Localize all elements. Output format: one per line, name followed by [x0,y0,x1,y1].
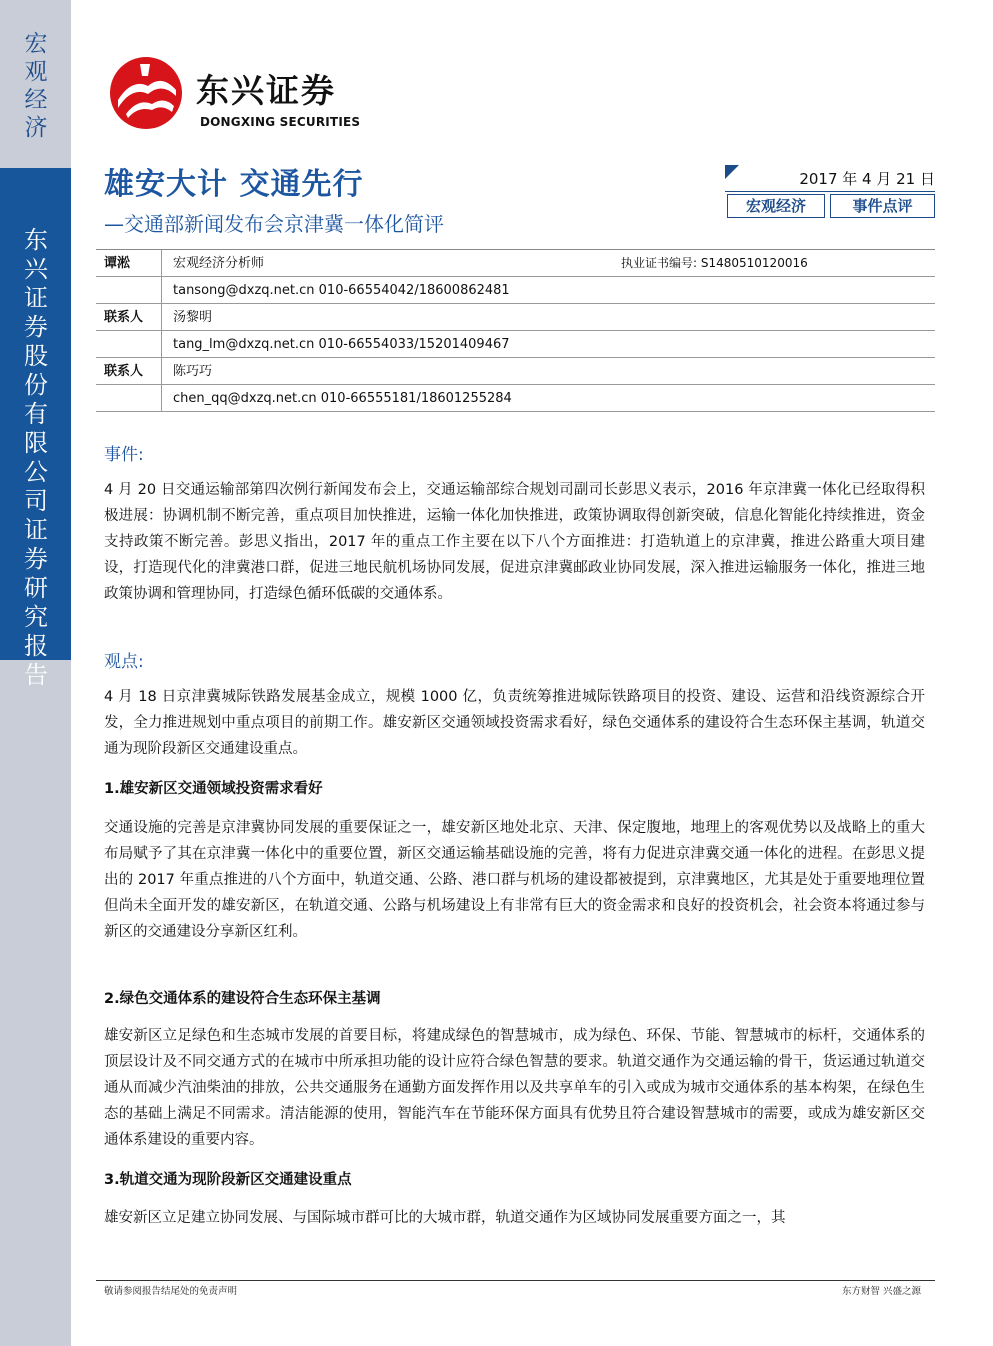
contact-name: 陈巧巧 [173,364,213,379]
sidebar-char: 公 [24,458,48,486]
report-title: 雄安大计 交通先行 [104,167,364,202]
sidebar-char: 报 [24,632,48,660]
column-divider [161,385,162,412]
sidebar-char: 济 [24,115,48,141]
table-row [96,304,935,331]
sidebar-char: 券 [24,545,48,573]
sidebar-char: 有 [24,400,48,428]
table-row [96,250,935,277]
view-heading: 观点: [104,652,144,672]
column-divider [161,250,162,277]
analyst-role: 宏观经济分析师 [173,256,265,271]
sidebar-char: 证 [24,284,48,312]
license-number: 执业证书编号: S1480510120016 [621,256,808,270]
report-subtitle: —交通部新闻发布会京津冀一体化简评 [104,212,444,236]
event-heading: 事件: [104,445,144,465]
section-2-heading: 2.绿色交通体系的建设符合生态环保主基调 [104,991,381,1007]
contact-name: 汤黎明 [173,310,213,325]
section-3-paragraph: 雄安新区立足建立协同发展、与国际城市群可比的大城市群，轨道交通作为区域协同发展重要方面之一，其 [104,1210,786,1226]
contact-details: tang_lm@dxzq.net.cn 010-66554033/15201409467 [173,337,510,352]
report-date: 2017 年 4 月 21 日 [799,170,935,188]
sidebar-org-label [18,226,54,690]
view-paragraph: 4 月 18 日京津冀城际铁路发展基金成立，规模 1000 亿，负责统筹推进城际铁路项目的投资、建设、运营和沿线资源综合开发，全力推进规划中重点项目的前期工作。雄安新区交通领域投资需求看好，绿色交通体系的建设符合生态环保主基调，轨道交通为现阶段新区交通建设重点。 [104,689,925,757]
sidebar-char: 股 [24,342,48,370]
footer-disclaimer: 敬请参阅报告结尾处的免责声明 [104,1286,238,1297]
corner-triangle-icon [725,165,739,179]
sidebar-char: 研 [24,574,48,602]
sidebar-char: 宏 [24,31,48,57]
contact-label: 联系人 [104,310,144,325]
column-divider [161,331,162,358]
analyst-name: 谭淞 [104,256,131,271]
table-row [96,277,935,304]
date-box [725,165,935,192]
table-row [96,358,935,385]
section-3-heading: 3.轨道交通为现阶段新区交通建设重点 [104,1172,352,1188]
tag-type: 事件点评 [830,194,935,218]
tag-category: 宏观经济 [727,194,825,218]
section-1-paragraph: 交通设施的完善是京津冀协同发展的重要保证之一，雄安新区地处北京、天津、保定腹地，地理上的客观优势以及战略上的重大布局赋予了其在京津冀一体化中的重要位置，新区交通运输基础设施的完善，将有力促进京津冀交通一体化的进程。在彭思义提出的 2017 年重点推进的八个方面中，轨道交通、公路、港口群与机场的建设都被提到，京津冀地区，尤其是处于重要地理位置但尚未全面开发的雄安新区，在轨道交通、公路与机场建设上有非常有巨大的资金需求和良好的投资机会，社会资本将通过参与新区的交通建设分享新区红利。 [104,820,925,940]
table-row [96,385,935,412]
sidebar-bottom-band [0,660,71,1346]
analyst-contact: tansong@dxzq.net.cn 010-66554042/18600862481 [173,283,510,298]
column-divider [161,277,162,304]
sidebar-char: 告 [24,661,48,689]
section-2-paragraph: 雄安新区立足绿色和生态城市发展的首要目标，将建成绿色的智慧城市，成为绿色、环保、节能、智慧城市的标杆，交通体系的顶层设计及不同交通方式的在城市中所承担功能的设计应符合绿色智慧的要求。轨道交通作为交通运输的骨干，货运通过轨道交通从而减少汽油柴油的排放，公共交通服务在通勤方面发挥作用以及共享单车的引入或成为城市交通体系的基本构架，在绿色生态的基础上满足不同需求。清洁能源的使用，智能汽车在节能环保方面具有优势且符合建设智慧城市的需要，或成为雄安新区交通体系建设的重要内容。 [104,1028,925,1148]
sidebar-char: 究 [24,603,48,631]
sidebar-char: 份 [24,371,48,399]
logo-english-name: DONGXING SECURITIES [200,115,361,129]
event-paragraph: 4 月 20 日交通运输部第四次例行新闻发布会上，交通运输部综合规划司副司长彭思义表示，2016 年京津冀一体化已经取得积极进展：协调机制不断完善，重点项目加快推进，运输一体化加快推进，政策协调取得创新突破，信息化智能化持续推进，资金支持政策不断完善。彭思义指出，2017 年的重点工作主要在以下八个方面推进：打造轨道上的京津冀，推进公路重大项目建设，打造现代化的津冀港口群，促进三地民航机场协同发展，促进京津冀邮政业协同发展，深入推进运输服务一体化，推进三地政策协调和管理协同，打造绿色循环低碳的交通体系。 [104,482,925,602]
logo-chinese-name: 东兴证券 [196,71,336,110]
analyst-table [96,249,935,412]
sidebar-char: 东 [24,226,48,254]
sidebar-char: 证 [24,516,48,544]
footer-divider [96,1280,935,1281]
dongxing-logo-icon [104,56,188,130]
column-divider [161,358,162,385]
sidebar-char: 限 [24,429,48,457]
contact-details: chen_qq@dxzq.net.cn 010-66555181/18601255284 [173,391,512,406]
sidebar-char: 兴 [24,255,48,283]
footer-slogan: 东方财智 兴盛之源 [841,1286,921,1297]
sidebar-category-label [18,30,54,142]
sidebar-char: 观 [24,59,48,85]
contact-label: 联系人 [104,364,144,379]
sidebar-char: 经 [24,87,48,113]
column-divider [161,304,162,331]
section-1-heading: 1.雄安新区交通领域投资需求看好 [104,781,323,797]
table-row [96,331,935,358]
sidebar-char: 司 [24,487,48,515]
sidebar-char: 券 [24,313,48,341]
